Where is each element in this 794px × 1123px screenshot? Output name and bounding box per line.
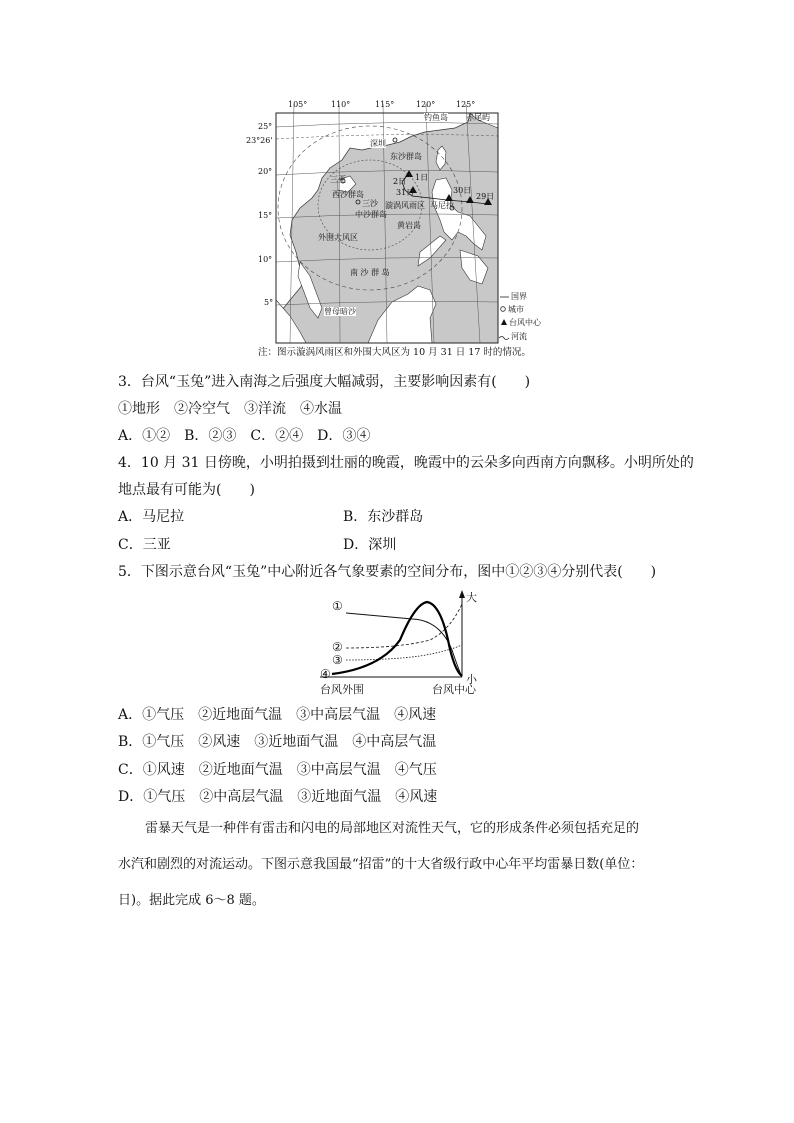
- x-left-label: 台风外围: [320, 683, 364, 696]
- passage-line1: 雷暴天气是一种伴有雷击和闪电的局部地区对流性天气，它的形成条件必须包括充足的: [145, 821, 640, 836]
- place-sanya: 三亚: [330, 175, 346, 184]
- lat-label: 23°26': [246, 136, 273, 145]
- q5-option-a: A．①气压 ②近地面气温 ③中高层气温 ④风速: [118, 707, 437, 723]
- place-nansha: 南 沙 群 岛: [350, 268, 390, 277]
- curve-label-3: ③: [332, 653, 343, 667]
- passage-line3: 日)。据此完成 6～8 题。: [118, 893, 265, 908]
- lat-label: 15°: [258, 211, 273, 220]
- curve-label-1: ①: [332, 599, 343, 613]
- x-right-label: 台风中心: [432, 683, 476, 696]
- place-shenzhen: 深圳: [370, 139, 386, 148]
- place-diaoyu: 钓鱼岛: [424, 113, 448, 122]
- lon-label: 120°: [416, 100, 436, 109]
- place-manila: 马尼拉: [430, 201, 454, 210]
- q4-option-b: B．东沙群岛: [343, 509, 424, 525]
- q3-options: A．①② B．②③ C．②④ D．③④: [118, 428, 371, 444]
- place-chiwei: 赤尾屿: [466, 113, 490, 122]
- legend-city: 城市: [508, 305, 524, 314]
- place-xisha: 西沙群岛: [332, 190, 364, 199]
- q5-option-b: B．①气压 ②风速 ③近地面气温 ④中高层气温: [118, 734, 437, 750]
- lon-label: 115°: [375, 100, 395, 109]
- place-huangyan: 黄岩岛: [397, 221, 421, 230]
- lat-label: 25°: [258, 122, 273, 131]
- q5-stem: 5．下图示意台风“玉兔”中心附近各气象要素的空间分布，图中①②③④分别代表( ): [118, 564, 657, 580]
- place-sansha: 三沙: [362, 199, 378, 208]
- lat-label: 5°: [264, 298, 274, 307]
- q4-option-a: A．马尼拉: [118, 509, 185, 525]
- passage-line2: 水汽和剧烈的对流运动。下图示意我国最“招雷”的十大省级行政中心年平均雷暴日数(单位：: [118, 857, 644, 872]
- q5-option-d: D．①气压 ②中高层气温 ③近地面气温 ④风速: [118, 789, 438, 805]
- lon-label: 105°: [288, 100, 308, 109]
- q5-option-c: C．①风速 ②近地面气温 ③中高层气温 ④气压: [118, 762, 437, 778]
- legend-typhoon: 台风中心: [509, 318, 541, 327]
- y-top-label: 大: [466, 591, 477, 604]
- lat-label: 20°: [258, 167, 273, 176]
- track-date: 2日: [393, 177, 407, 186]
- y-bottom-label: 小: [466, 673, 477, 686]
- lat-label: 10°: [258, 255, 273, 264]
- map-note: 注：图示漩涡风雨区和外围大风区为 10 月 31 日 17 时的情况。: [258, 347, 531, 358]
- legend-river: 河流: [511, 332, 527, 341]
- track-date: 1日: [415, 173, 429, 182]
- track-date: 31日: [396, 188, 415, 197]
- track-date: 30日: [453, 186, 472, 195]
- place-xuanwo: 漩涡风雨区: [385, 201, 425, 210]
- q3-stem: 3．台风“玉兔”进入南海之后强度大幅减弱，主要影响因素有( ): [118, 374, 531, 390]
- place-waiwei: 外围大风区: [318, 233, 358, 242]
- q4-stem-line2: 地点最有可能为( ): [118, 482, 255, 498]
- curve-label-2: ②: [332, 640, 343, 654]
- q4-stem-line1: 4．10 月 31 日傍晚，小明拍摄到壮丽的晚霞，晚霞中的云朵多向西南方向飘移。小明所处的: [118, 455, 694, 471]
- place-zengmu: 曾母暗沙: [324, 307, 356, 316]
- q4-option-d: D．深圳: [343, 537, 397, 553]
- place-dongsha: 东沙群岛: [390, 152, 422, 161]
- lon-label: 110°: [331, 100, 351, 109]
- track-date: 29日: [476, 192, 495, 201]
- curve-label-4: ④: [320, 667, 331, 681]
- q4-option-c: C．三亚: [118, 537, 171, 553]
- place-zhongsha: 中沙群岛: [355, 210, 387, 219]
- lon-label: 125°: [456, 100, 476, 109]
- legend-border: 国界: [511, 292, 527, 301]
- q3-items: ①地形 ②冷空气 ③洋流 ④水温: [118, 401, 342, 417]
